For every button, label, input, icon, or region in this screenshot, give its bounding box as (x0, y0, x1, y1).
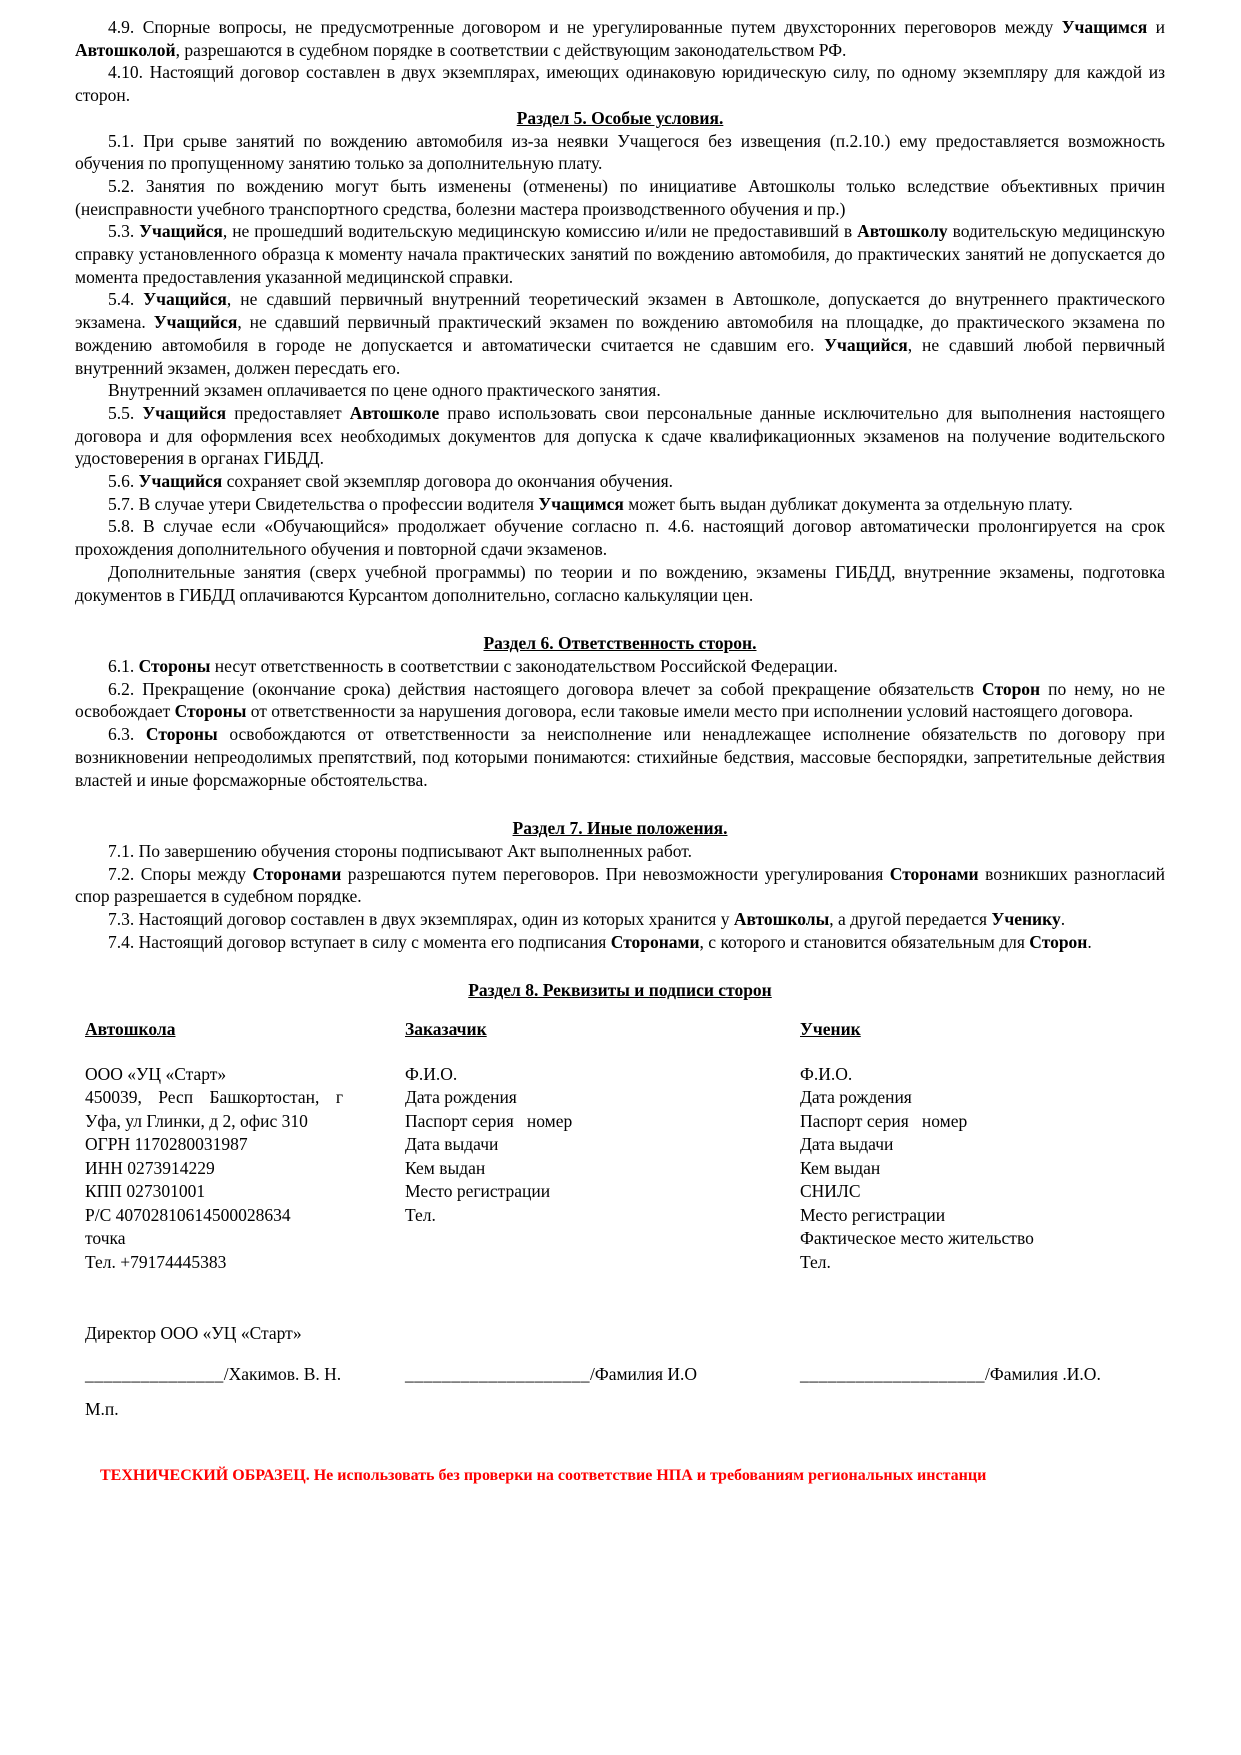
signature-row (75, 1363, 1165, 1386)
requisites-column-header: Ученик (800, 1019, 861, 1040)
requisites-line: Место регистрации (405, 1181, 551, 1202)
requisites-line: 450039, Респ Башкортостан, г Уфа, ул Глинки, д 2, офис 310 (85, 1087, 348, 1131)
requisites-line: Фактическое место жительство (800, 1228, 1034, 1249)
requisites-column-student (800, 1018, 1165, 1274)
requisites-column-lines (800, 1063, 1165, 1275)
section-heading: Раздел 8. Реквизиты и подписи сторон (468, 980, 772, 1001)
requisites-line: СНИЛС (800, 1181, 861, 1202)
paragraph: 6.3. Стороны освобождаются от ответственности за неисполнение или ненадлежащее исполнение обязательств по договору при возникновении непреодолимых препятствий, под которыми понимаются: стихийные бедствия, массовые беспорядки, запретительные действия властей и иные форсмажорные обстоятельства. (75, 724, 1165, 790)
requisites-column-header: Автошкола (85, 1019, 176, 1040)
signature-name: /Фамилия .И.О. (985, 1364, 1101, 1385)
requisites-column-customer (405, 1018, 800, 1274)
requisites-line: Ф.И.О. (800, 1063, 853, 1084)
requisites-line: Тел. (405, 1204, 436, 1225)
requisites-line: Паспорт серия номер (405, 1110, 573, 1131)
paragraph: 5.5. Учащийся предоставляет Автошколе право использовать свои персональные данные исключительно для выполнения настоящего договора и для оформления всех необходимых документов для допуска к сдаче квалификационных экзаменов на получение водительского удостоверения в органах ГИБДД. (75, 402, 1165, 469)
requisites-column-lines (405, 1063, 800, 1228)
requisites-line: Дата рождения (800, 1087, 912, 1108)
signature-group (85, 1363, 405, 1386)
paragraph: 5.4. Учащийся, не сдавший первичный внутренний теоретический экзамен в Автошколе, допускается до внутреннего практического экзамена. Учащийся, не сдавший первичный практический экзамен по вождению автомобиля на площадке, до практического экзамена по вождению автомобиля в городе не допускается и автоматически считается не сдавшим его. Учащийся, не сдавший любой первичный внутренний экзамен, должен пересдать его. (75, 289, 1165, 378)
signature-name: /Фамилия И.О (590, 1364, 698, 1385)
requisites-line: Дата рождения (405, 1087, 517, 1108)
document-blocks (75, 16, 1165, 1002)
paragraph: 5.3. Учащийся, не прошедший водительскую медицинскую комиссию и/или не предоставивший в Автошколу водительскую медицинскую справку установленного образца к моменту начала практических занятий по вождению автомобиля, до практических занятий не допускается до момента предоставления указанной медицинской справки. (75, 221, 1165, 287)
paragraph: Дополнительные занятия (сверх учебной программы) по теории и по вождению, экзамены ГИБДД, внутренние экзамены, подготовка документов в ГИБДД оплачиваются Курсантом дополнительно, согласно калькуляции цен. (75, 561, 1165, 605)
stamp-label: М.п. (85, 1398, 119, 1419)
requisites-line: Кем выдан (405, 1157, 486, 1178)
signature-line: _______________ (85, 1364, 224, 1385)
signature-line: ____________________ (405, 1364, 590, 1385)
paragraph: 7.1. По завершению обучения стороны подписывают Акт выполненных работ. (108, 840, 692, 861)
paragraph: 4.10. Настоящий договор составлен в двух экземплярах, имеющих одинаковую юридическую силу, по одному экземпляру для каждой из сторон. (75, 62, 1165, 106)
requisites-line: ООО «УЦ «Старт» (85, 1063, 227, 1084)
paragraph: 5.8. В случае если «Обучающийся» продолжает обучение согласно п. 4.6. настоящий договор автоматически пролонгируется на срок прохождения дополнительного обучения и повторной сдачи экзаменов. (75, 516, 1165, 560)
requisites-column-header: Заказачик (405, 1019, 487, 1040)
requisites-line: ОГРН 1170280031987 (85, 1134, 248, 1155)
requisites-line: Тел. (800, 1251, 831, 1272)
requisites-line: Кем выдан (800, 1157, 881, 1178)
requisites-line: Дата выдачи (800, 1134, 894, 1155)
section-heading: Раздел 6. Ответственность сторон. (483, 633, 757, 654)
paragraph: 7.3. Настоящий договор составлен в двух экземплярах, один из которых хранится у Автошколы, а другой передается Ученику. (108, 909, 1066, 930)
requisites-line: Паспорт серия номер (800, 1110, 968, 1131)
requisites-line: Место регистрации (800, 1204, 946, 1225)
requisites-line: Р/С 40702810614500028634 (85, 1204, 291, 1225)
requisites-column-lines (85, 1063, 348, 1275)
disclaimer-text: ТЕХНИЧЕСКИЙ ОБРАЗЕЦ. Не использовать без проверки на соответствие НПА и требованиям региональных инстанци (100, 1467, 987, 1485)
requisites-line: КПП 027301001 (85, 1181, 206, 1202)
paragraph: 6.1. Стороны несут ответственность в соответствии с законодательством Российской Федерации. (108, 655, 838, 676)
section-heading: Раздел 5. Особые условия. (516, 107, 724, 128)
paragraph: Внутренний экзамен оплачивается по цене одного практического занятия. (108, 380, 661, 401)
paragraph: 5.2. Занятия по вождению могут быть изменены (отменены) по инициативе Автошколы только вследствие объективных причин (неисправности учебного транспортного средства, болезни мастера производственного обучения и пр.) (75, 175, 1165, 219)
requisites-line: Тел. +79174445383 (85, 1251, 227, 1272)
signature-name: /Хакимов. В. Н. (223, 1364, 342, 1385)
requisites-line: Ф.И.О. (405, 1063, 458, 1084)
paragraph: 5.6. Учащийся сохраняет свой экземпляр договора до окончания обучения. (108, 471, 674, 492)
signature-group (800, 1363, 1165, 1386)
section-heading: Раздел 7. Иные положения. (512, 818, 728, 839)
signature-line: ____________________ (800, 1364, 985, 1385)
requisites-section (75, 1018, 1165, 1274)
signature-group (405, 1363, 800, 1386)
requisites-column-autoschool (75, 1018, 405, 1274)
director-line: Директор ООО «УЦ «Старт» (85, 1323, 302, 1344)
paragraph: 4.9. Спорные вопросы, не предусмотренные договором и не урегулированные путем двухсторонних переговоров между Учащимся и Автошколой, разрешаются в судебном порядке в соответствии с действующим законодательством РФ. (75, 17, 1165, 60)
paragraph: 6.2. Прекращение (окончание срока) действия настоящего договора влечет за собой прекращение обязательств Сторон по нему, но не освобождает Стороны от ответственности за нарушения договора, если таковые имели место при исполнении условий настоящего договора. (75, 678, 1165, 722)
paragraph: 7.2. Споры между Сторонами разрешаются путем переговоров. При невозможности урегулирования Сторонами возникших разногласий спор разрешается в судебном порядке. (75, 863, 1165, 907)
paragraph: 5.1. При срыве занятий по вождению автомобиля из-за неявки Учащегося без извещения (п.2.10.) ему предоставляется возможность обучения по пропущенному занятию только за дополнительную плату. (75, 130, 1165, 174)
paragraph: 5.7. В случае утери Свидетельства о профессии водителя Учащимся может быть выдан дубликат документа за отдельную плату. (108, 493, 1073, 514)
requisites-line: ИНН 0273914229 (85, 1157, 215, 1178)
requisites-line: Дата выдачи (405, 1134, 499, 1155)
requisites-line: точка (85, 1228, 126, 1249)
paragraph: 7.4. Настоящий договор вступает в силу с момента его подписания Сторонами, с которого и становится обязательным для Сторон. (108, 931, 1092, 952)
